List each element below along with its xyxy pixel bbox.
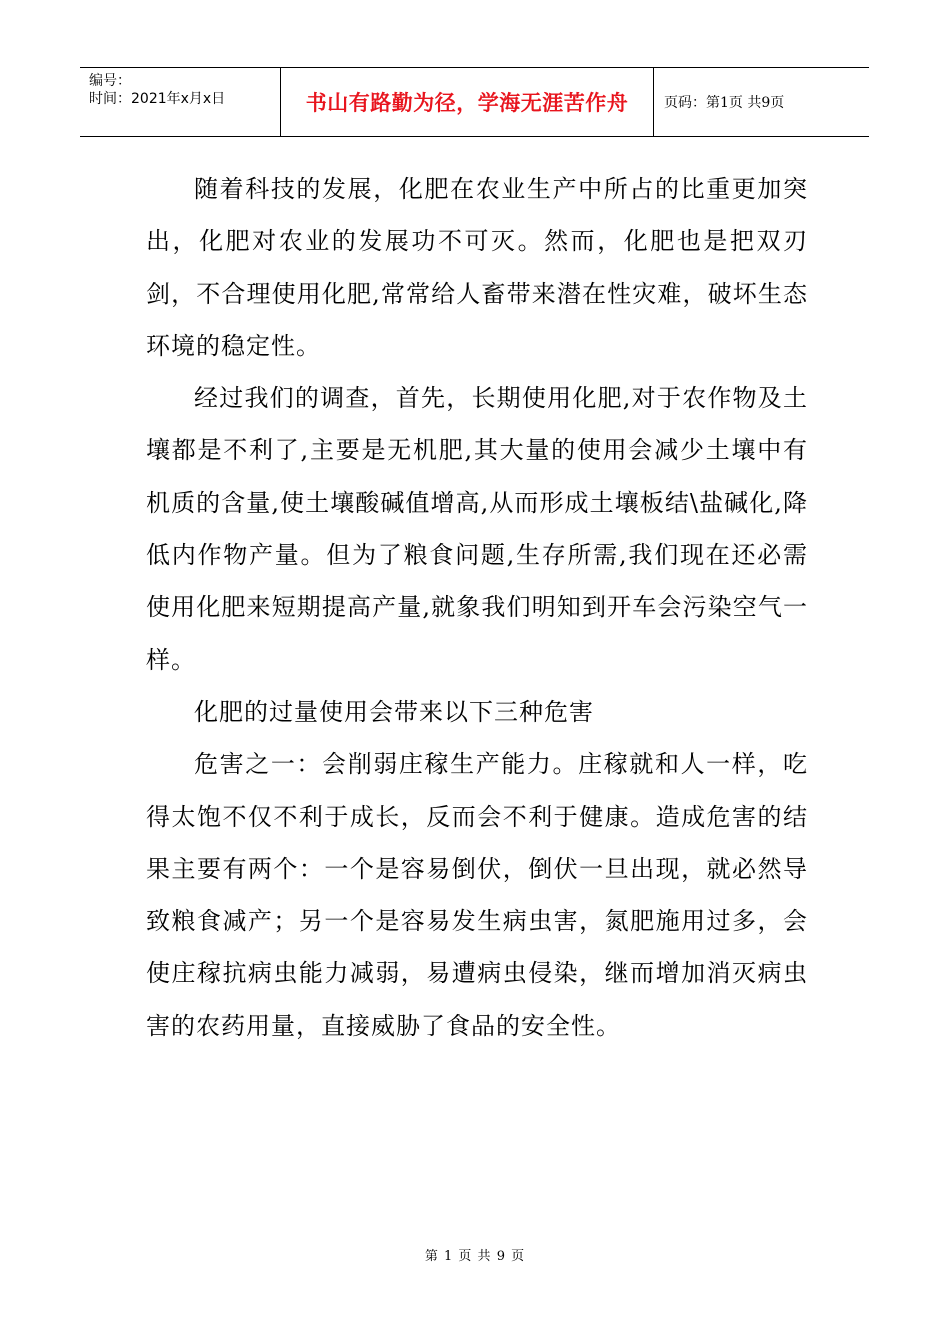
document-body [146, 163, 808, 1052]
section-heading: 化肥的过量使用会带来以下三种危害 [194, 697, 594, 726]
document-number-label: 编号： [89, 73, 131, 89]
body-paragraph: 经过我们的调查，首先，长期使用化肥,对于农作物及土壤都是不利了,主要是无机肥,其大量的使用会减少土壤中有机质的含量,使土壤酸碱值增高,从而形成土壤板结\盐碱化,降低内作物产量。但为了粮食问题,生存所需,我们现在还必需使用化肥来短期提高产量,就象我们明知到开车会污染空气一样。 [146, 384, 808, 674]
page-footer [0, 1245, 950, 1264]
header-motto-cell [281, 68, 654, 136]
body-paragraph: 危害之一：会削弱庄稼生产能力。庄稼就和人一样，吃得太饱不仅不利于成长，反而会不利于健康。造成危害的结果主要有两个：一个是容易倒伏，倒伏一旦出现，就必然导致粮食减产；另一个是容易发生病虫害，氮肥施用过多，会使庄稼抗病虫能力减弱，易遭病虫侵染，继而增加消灭病虫害的农药用量，直接威胁了食品的安全性。 [146, 750, 808, 1040]
page-header [80, 67, 869, 137]
header-page-info: 页码：第1页 共9页 [664, 95, 785, 111]
header-meta-cell [80, 68, 281, 136]
header-page-cell [654, 68, 869, 136]
body-paragraph: 随着科技的发展，化肥在农业生产中所占的比重更加突出，化肥对农业的发展功不可灭。然而，化肥也是把双刃剑，不合理使用化肥,常常给人畜带来潜在性灾难，破坏生态环境的稳定性。 [146, 175, 808, 360]
footer-page-number: 第 1 页 共 9 页 [424, 1249, 526, 1264]
document-date-label: 时间：2021年x月x日 [89, 91, 226, 107]
header-motto: 书山有路勤为径，学海无涯苦作舟 [305, 91, 629, 115]
